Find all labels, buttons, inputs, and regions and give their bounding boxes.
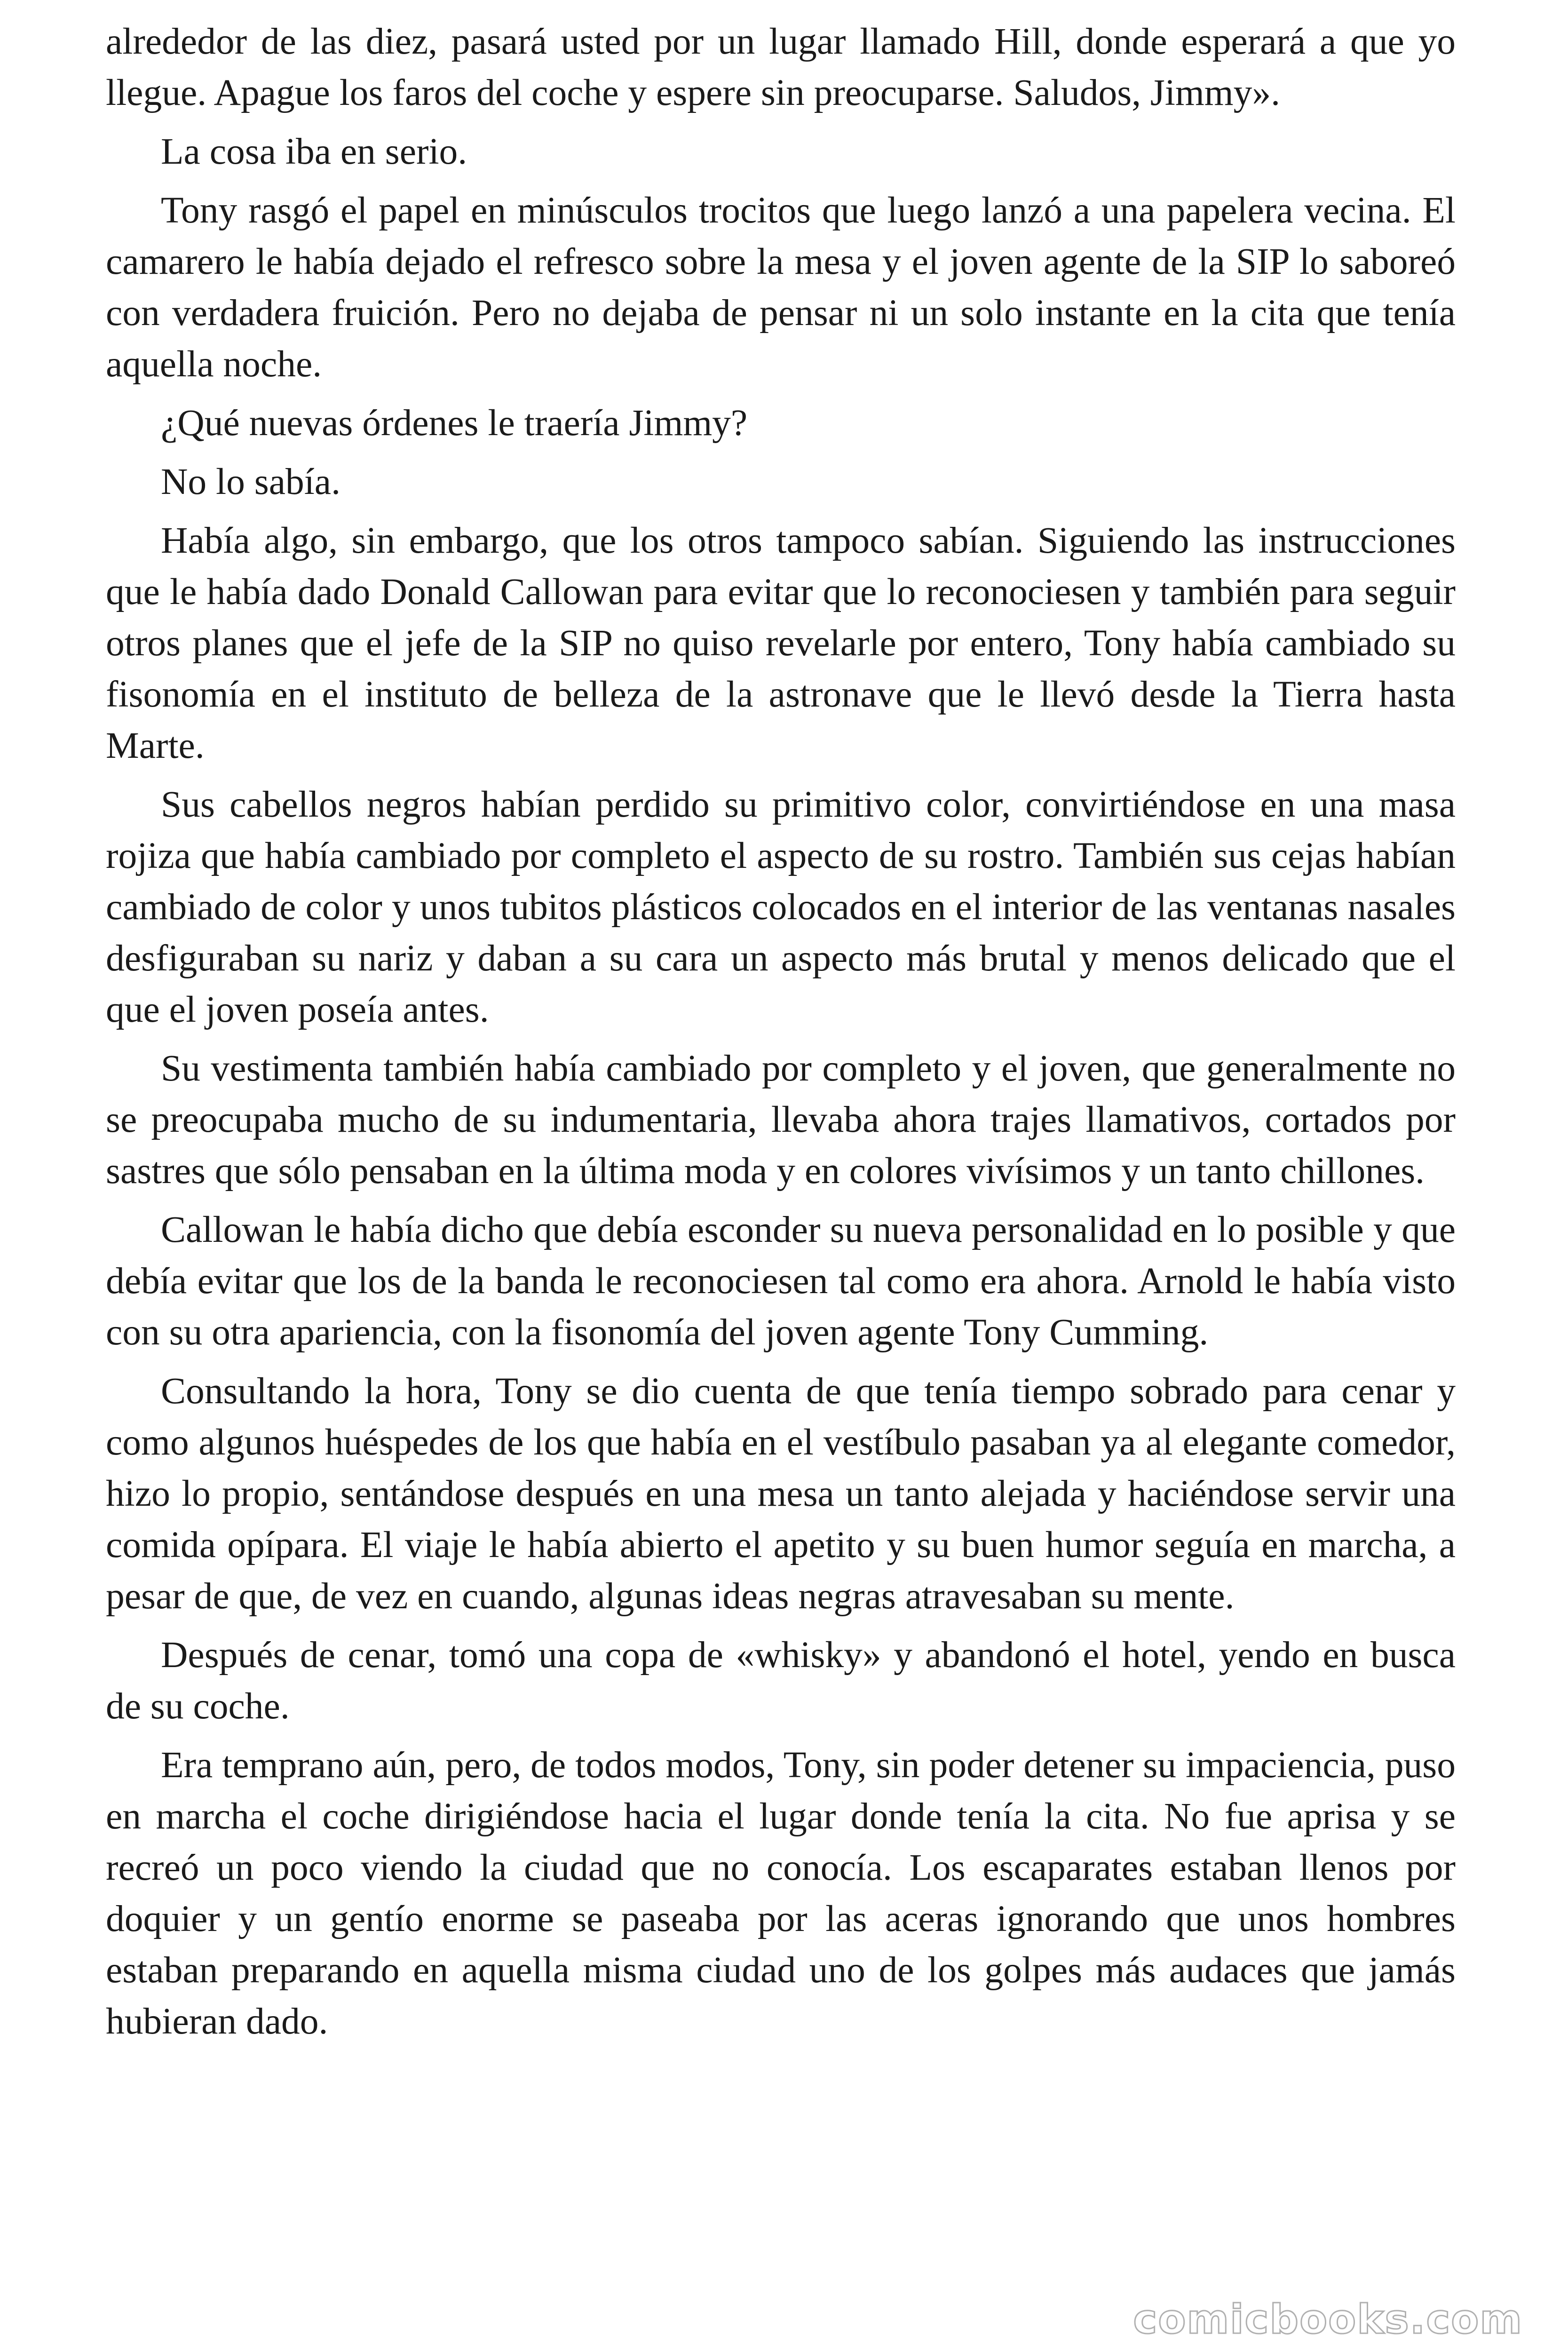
paragraph-1: alrededor de las diez, pasará usted por un lugar llamado Hill, donde esperará a que yo llegue. Apague los faros del coche y espere sin preocuparse. Saludos, Jimmy». [106, 21, 1456, 113]
paragraph-9: Callowan le había dicho que debía esconder su nueva personalidad en lo posible y que debía evitar que los de la banda le reconociesen tal como era ahora. Arnold le había visto con su otra apariencia, con la fisonomía del joven agente Tony Cumming. [106, 1209, 1456, 1353]
paragraph-2: La cosa iba en serio. [161, 131, 467, 172]
paragraph-7: Sus cabellos negros habían perdido su primitivo color, convirtiéndose en una masa rojiza que había cambiado por completo el aspecto de su rostro. También sus cejas habían cambiado de color y unos tubitos plásticos colocados en el interior de las ventanas nasales desfiguraban su nariz y daban a su cara un aspecto más brutal y menos delicado que el que el joven poseía antes. [106, 784, 1456, 1030]
paragraph-3: Tony rasgó el papel en minúsculos trocitos que luego lanzó a una papelera vecina. El camarero le había dejado el refresco sobre la mesa y el joven agente de la SIP lo saboreó con verdadera fruición. Pero no dejaba de pensar ni un solo instante en la cita que tenía aquella noche. [106, 190, 1456, 385]
paragraph-8: Su vestimenta también había cambiado por completo y el joven, que generalmente no se preocupaba mucho de su indumentaria, llevaba ahora trajes llamativos, cortados por sastres que sólo pensaban en la última moda y en colores vivísimos y un tanto chillones. [106, 1048, 1456, 1192]
paragraph-10: Consultando la hora, Tony se dio cuenta de que tenía tiempo sobrado para cenar y como algunos huéspedes de los que había en el vestíbulo pasaban ya al elegante comedor, hizo lo propio, sentándose después en una mesa un tanto alejada y haciéndose servir una comida opípara. El viaje le había abierto el apetito y su buen humor seguía en marcha, a pesar de que, de vez en cuando, algunas ideas negras atravesaban su mente. [106, 1370, 1456, 1617]
paragraph-11: Después de cenar, tomó una copa de «whisky» y abandonó el hotel, yendo en busca de su coche. [106, 1634, 1456, 1727]
paragraph-5: No lo sabía. [161, 461, 341, 502]
paragraph-4: ¿Qué nuevas órdenes le traería Jimmy? [161, 402, 748, 444]
document-page [106, 16, 1456, 2055]
paragraph-6: Había algo, sin embargo, que los otros tampoco sabían. Siguiendo las instrucciones que le había dado Donald Callowan para evitar que lo reconociesen y también para seguir otros planes que el jefe de la SIP no quiso revelarle por entero, Tony había cambiado su fisonomía en el instituto de belleza de la astronave que le llevó desde la Tierra hasta Marte. [106, 520, 1456, 766]
watermark: comicbooks.com [1133, 2296, 1523, 2343]
paragraph-12: Era temprano aún, pero, de todos modos, Tony, sin poder detener su impaciencia, puso en marcha el coche dirigiéndose hacia el lugar donde tenía la cita. No fue aprisa y se recreó un poco viendo la ciudad que no conocía. Los escaparates estaban llenos por doquier y un gentío enorme se paseaba por las aceras ignorando que unos hombres estaban preparando en aquella misma ciudad uno de los golpes más audaces que jamás hubieran dado. [106, 1744, 1456, 2042]
